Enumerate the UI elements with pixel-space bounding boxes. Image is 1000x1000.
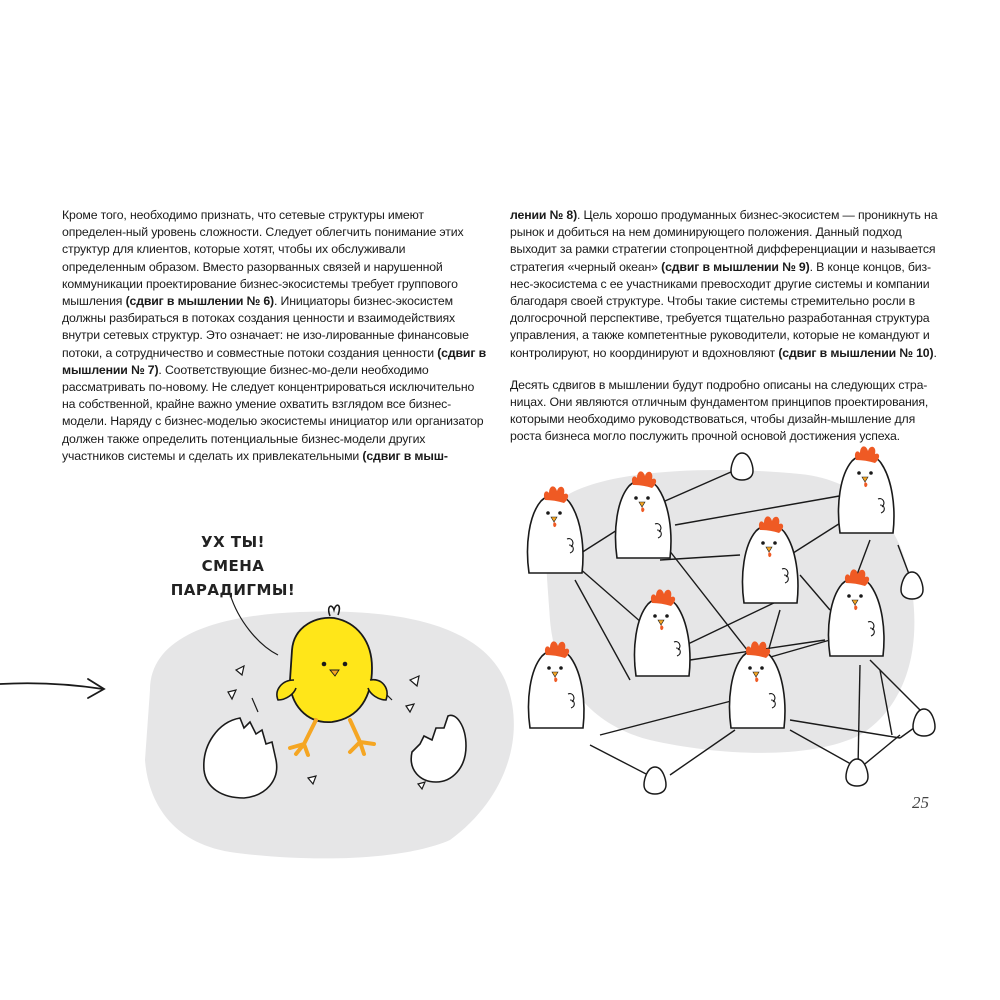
mindshift-ref: (сдвиг в мышлении № 7) bbox=[62, 345, 486, 377]
page-number: 25 bbox=[912, 793, 929, 812]
text-run: . Инициаторы бизнес-экосистем должны разбираться в потоках создания ценности и взаимодействиях внутри сетевых структур. Это означает: не изо-лированные финансовые потоки, а сотрудничество и совместные потоки создания ценности bbox=[62, 294, 469, 360]
text-run: . Соответствующие бизнес-мо-дели необходимо рассматривать по-новому. Не следует концентрироваться исключительно на собственной, крайне важно умение охватить взглядом все бизнес-модели. Наряду с бизнес-моделью экосистемы инициатор или организатор должен также определить потенциальные бизнес-модели других участников системы и сделать их привлекательными bbox=[62, 362, 484, 463]
text-run: . bbox=[933, 345, 937, 360]
mindshift-ref: (сдвиг в мышлении № 9) bbox=[661, 259, 810, 274]
mindshift-ref: (сдвиг в мышлении № 10) bbox=[778, 345, 934, 360]
hen-icon bbox=[839, 446, 894, 533]
speech-line: УХ ТЫ! bbox=[201, 533, 265, 551]
mindshift-ref: (сдвиг в мышлении № 6) bbox=[125, 294, 274, 309]
speech-line: СМЕНА ПАРАДИГМЫ! bbox=[170, 557, 296, 599]
text-run: . Цель хорошо продуманных бизнес-экосистем — проникнуть на рынок и добиться на нем доминирующего положения. Данный подход выходит за рамки стратегии стопроцентной дифференциации и называется стратегия «черный океан» bbox=[510, 208, 938, 274]
mindshift-ref: (сдвиг в мыш- bbox=[362, 448, 448, 463]
egg-icon bbox=[913, 709, 935, 736]
speech-bubble bbox=[143, 530, 323, 602]
arrow-icon bbox=[0, 679, 104, 698]
egg-icon bbox=[644, 767, 666, 794]
text-run: . В конце концов, биз-нес-экосистема с ее участниками превосходит другие системы и компании благодаря своей структуре. Чтобы такие системы стремительно росли в долгосрочной перспективе, требуется тщательно разработанная структура управления, а также компетентные руководители, которые не командуют и контролируют, но координируют и вдохновляют bbox=[510, 259, 931, 360]
paragraph: Десять сдвигов в мышлении будут подробно описаны на следующих стра-ницах. Они являются отличным фундаментом принципов проектирования, которыми необходимо руководствоваться, чтобы дизайн-мышление для роста бизнеса могло послужить прочной основой достижения успеха. bbox=[510, 377, 929, 444]
mindshift-ref: лении № 8) bbox=[510, 208, 578, 222]
text-run: Кроме того, необходимо признать, что сетевые структуры имеют определен-ный уровень сложности. Следует облегчить понимание этих структур для клиентов, которые хотят, чтобы их обслуживали определенным образом. Вместо разорванных связей и нарушенной коммуникации проектирование бизнес-экосистемы требует группового мышления bbox=[62, 208, 464, 309]
egg-icon bbox=[731, 453, 753, 480]
